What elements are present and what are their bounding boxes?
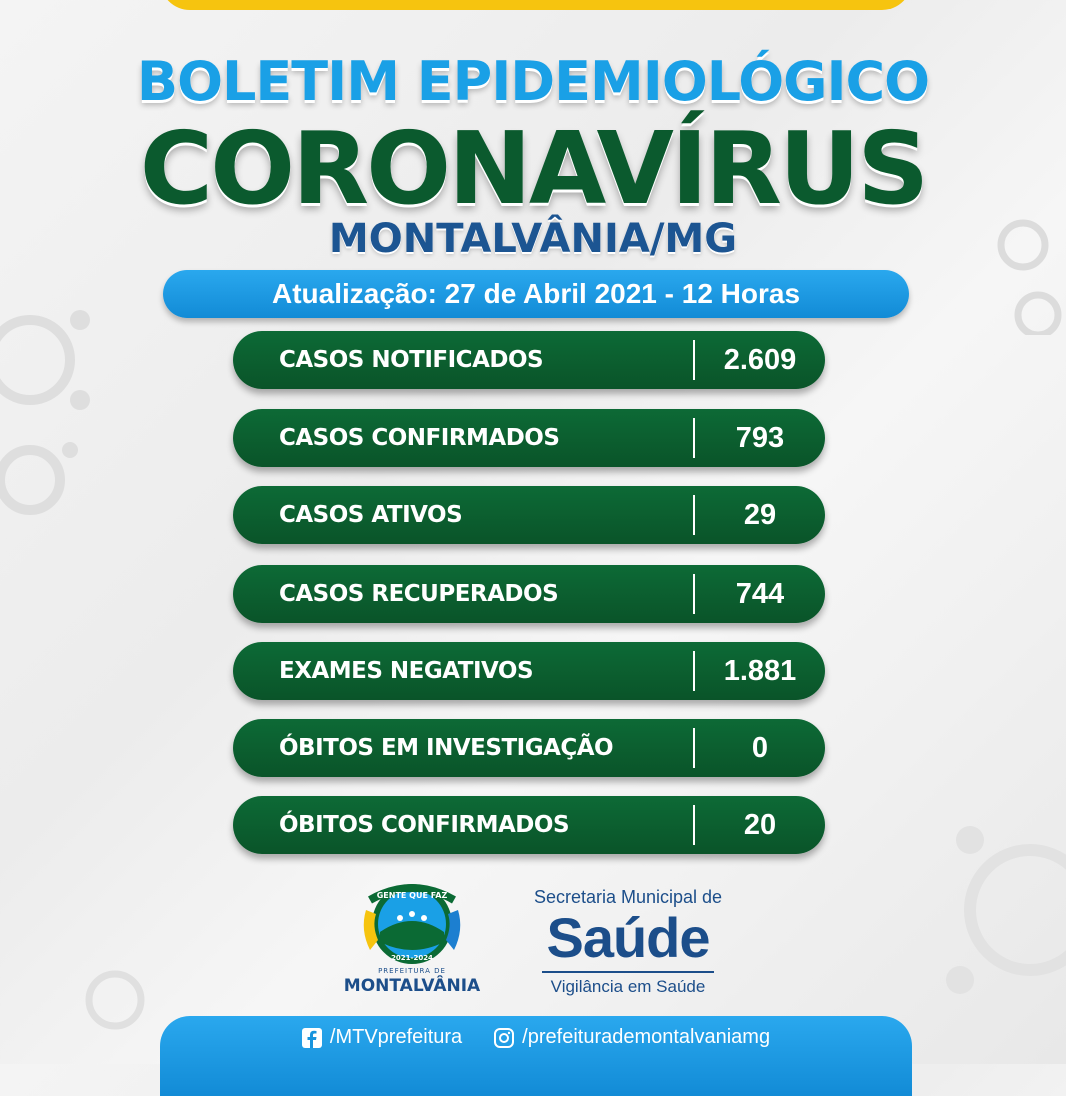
- virus-decoration-icon: [0, 250, 110, 530]
- stat-value: 2.609: [723, 344, 797, 376]
- stat-row: [233, 719, 825, 777]
- stat-row: [233, 796, 825, 854]
- virus-decoration-icon: [930, 780, 1066, 1020]
- prefeitura-name: MONTALVÂNIA: [343, 976, 481, 996]
- secretaria-label: Secretaria Municipal de: [533, 887, 723, 907]
- stat-label: CASOS NOTIFICADOS: [279, 347, 544, 373]
- stat-label: CASOS CONFIRMADOS: [279, 425, 560, 451]
- stat-label: EXAMES NEGATIVOS: [279, 658, 534, 684]
- update-banner: Atualização: 27 de Abril 2021 - 12 Horas: [163, 270, 909, 318]
- instagram-link[interactable]: /prefeiturademontalvaniamg: [522, 1026, 771, 1048]
- stat-value: 0: [751, 732, 769, 764]
- prefeitura-motto: GENTE QUE FAZ: [376, 891, 448, 900]
- saude-label: Saúde: [546, 906, 710, 969]
- footer-social: [160, 1026, 912, 1049]
- vigilancia-label: Vigilância em Saúde: [550, 977, 706, 996]
- stat-label: CASOS RECUPERADOS: [279, 581, 559, 607]
- prefeitura-logo: [340, 880, 484, 1004]
- stat-label: ÓBITOS EM INVESTIGAÇÃO: [279, 735, 614, 761]
- facebook-link[interactable]: /MTVprefeitura: [329, 1026, 463, 1048]
- title-coronavirus: CORONAVÍRUS: [139, 110, 927, 227]
- stat-row: [233, 331, 825, 389]
- title-city: MONTALVÂNIA/MG: [328, 216, 738, 262]
- footer-bar: [160, 1016, 912, 1096]
- prefeitura-emblem-icon: [340, 880, 484, 970]
- prefeitura-years: 2021-2024: [391, 954, 433, 962]
- stat-row: [233, 486, 825, 544]
- instagram-icon[interactable]: [494, 1028, 514, 1048]
- stat-value: 29: [743, 499, 777, 531]
- facebook-icon[interactable]: [302, 1028, 322, 1048]
- virus-decoration-icon: [60, 950, 170, 1050]
- saude-divider: [542, 971, 714, 973]
- stat-row: [233, 565, 825, 623]
- stat-label: ÓBITOS CONFIRMADOS: [279, 812, 570, 838]
- stat-row: [233, 642, 825, 700]
- secretaria-logo: [520, 885, 736, 1000]
- stat-label: CASOS ATIVOS: [279, 502, 463, 528]
- stat-value: 793: [735, 422, 785, 454]
- stat-value: 744: [735, 578, 785, 610]
- stat-value: 1.881: [723, 655, 797, 687]
- prefeitura-prefix: PREFEITURA DE: [378, 967, 446, 975]
- title-boletim: BOLETIM EPIDEMIOLÓGICO: [136, 50, 930, 113]
- stat-row: [233, 409, 825, 467]
- stat-value: 20: [743, 809, 777, 841]
- top-yellow-bar: [160, 0, 912, 10]
